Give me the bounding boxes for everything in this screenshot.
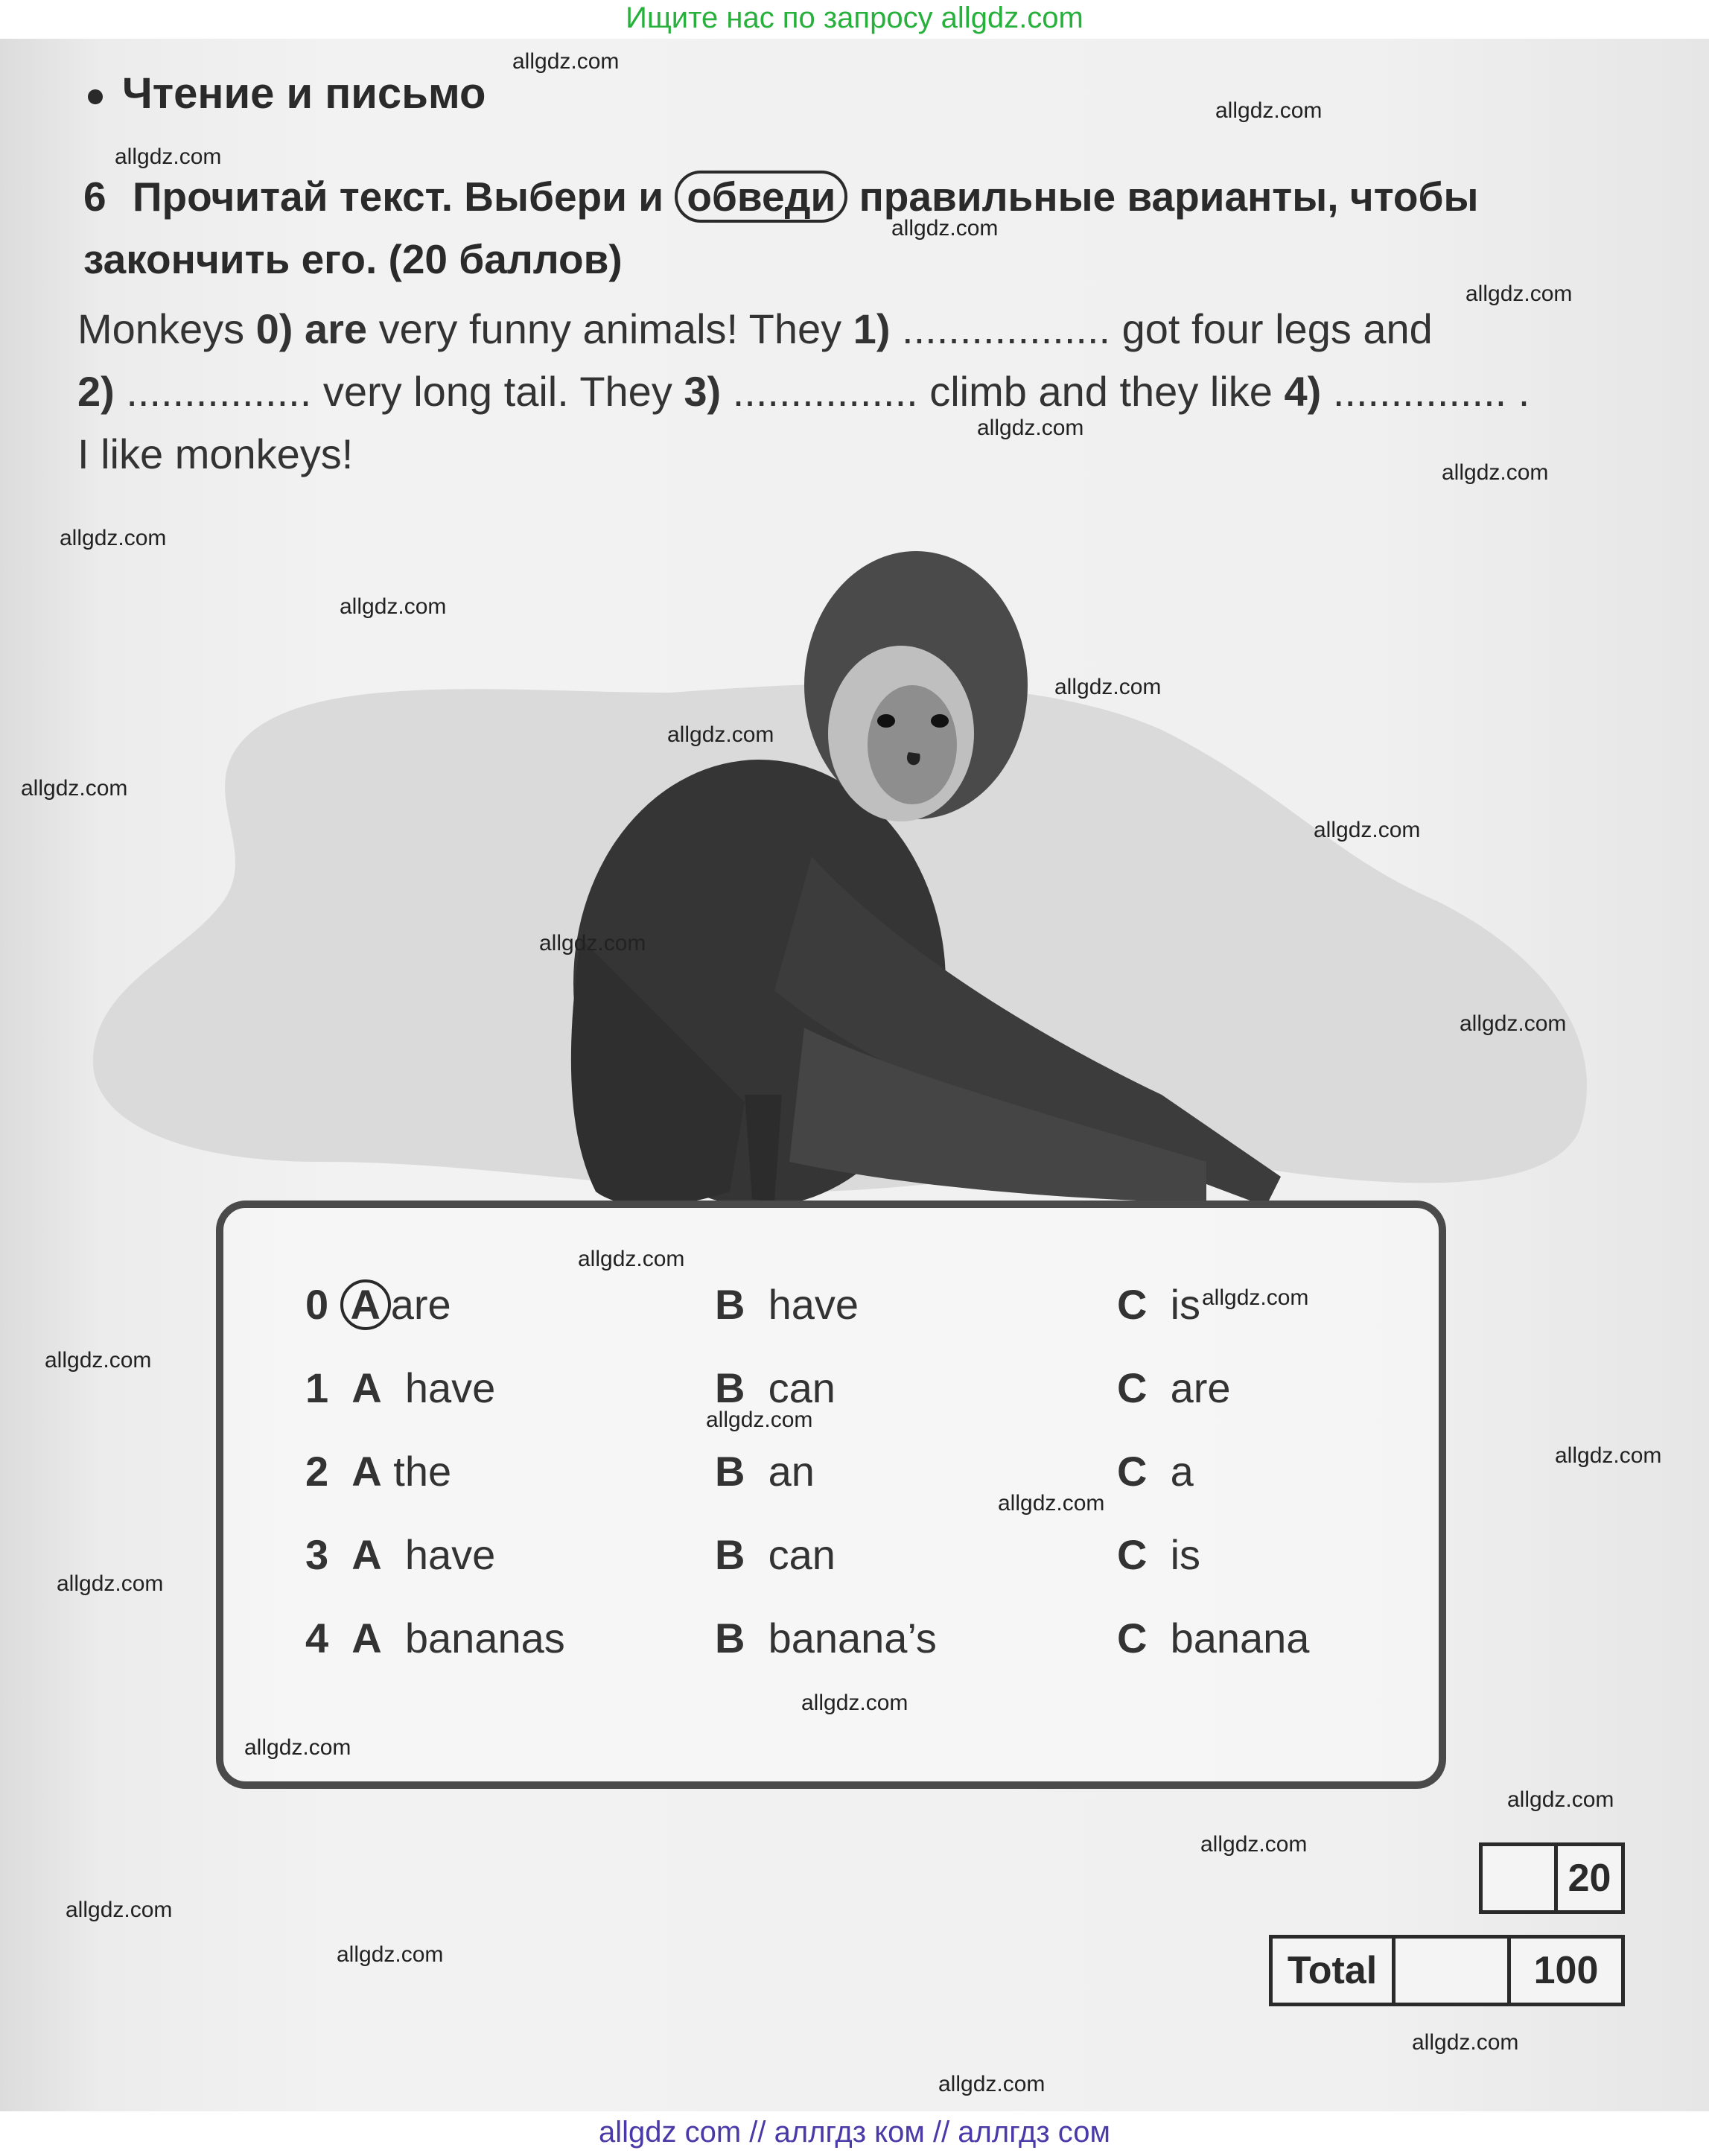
watermark: allgdz.com [1442,460,1549,485]
reading-example-answer: 0) are [255,305,368,352]
watermark: allgdz.com [57,1571,164,1596]
question-number: 1 [305,1364,329,1411]
option-c-key: C [1117,1364,1148,1411]
watermark: allgdz.com [1202,1285,1309,1310]
option-a-text[interactable]: have [404,1364,496,1411]
reading-fragment: very funny animals! They [367,305,853,352]
option-c-text[interactable]: banana [1170,1615,1310,1661]
watermark: allgdz.com [1465,282,1573,306]
watermark: allgdz.com [938,2072,1046,2096]
total-input-cell[interactable] [1395,1939,1511,2003]
watermark: allgdz.com [977,416,1084,440]
option-c-key: C [1117,1615,1148,1661]
circled-option-a[interactable]: A [340,1279,391,1330]
watermark: allgdz.com [512,49,620,74]
reading-fragment: Monkeys [77,305,256,352]
watermark: allgdz.com [667,722,774,747]
task-number: 6 [83,174,106,220]
gap-4-blank[interactable]: ............... . [1321,368,1530,415]
gap-1-number: 1) [853,305,891,352]
option-b-text[interactable]: can [768,1531,836,1578]
option-b-key: B [715,1615,745,1661]
option-a-key: A [351,1364,382,1411]
option-b-key: B [715,1364,745,1411]
reading-line-1 [77,298,1656,360]
watermark: allgdz.com [340,594,447,619]
option-b-text[interactable]: have [768,1281,859,1328]
watermark: allgdz.com [1314,818,1421,842]
question-number: 4 [305,1615,329,1661]
gap-2-number: 2) [77,368,115,415]
watermark: allgdz.com [1555,1443,1662,1468]
watermark: allgdz.com [1507,1787,1614,1812]
option-a-text[interactable]: are [390,1281,451,1328]
top-banner[interactable]: Ищите нас по запросу allgdz.com [626,1,1083,34]
watermark: allgdz.com [115,144,222,169]
watermark: allgdz.com [891,216,999,241]
watermark: allgdz.com [706,1408,813,1432]
total-max: 100 [1533,1949,1599,1992]
option-b-key: B [715,1448,745,1495]
option-b-text[interactable]: an [768,1448,815,1495]
watermark: allgdz.com [337,1942,444,1967]
bullet-icon [88,89,103,104]
option-a-key: A [351,1615,382,1661]
watermark: allgdz.com [45,1348,152,1373]
reading-line-3: I like monkeys! [77,430,354,477]
section-heading [88,69,486,118]
option-c-key: C [1117,1531,1148,1578]
option-c-text[interactable]: is [1170,1281,1201,1328]
gap-3-number: 3) [684,368,722,415]
task-instruction [83,165,1603,290]
reading-line-2 [77,360,1656,423]
reading-text [77,298,1656,486]
task-text-after: правильные варианты, чтобы закончить его. (20 баллов) [83,174,1479,282]
watermark: allgdz.com [801,1691,908,1715]
question-number: 3 [305,1531,329,1578]
watermark: allgdz.com [1215,98,1323,123]
option-a-key: A [351,1448,382,1495]
option-b-text[interactable]: can [768,1364,836,1411]
watermark: allgdz.com [578,1247,685,1271]
task-circled-word: обведи [675,171,847,223]
watermark: allgdz.com [244,1735,351,1760]
question-number: 2 [305,1448,329,1495]
watermark: allgdz.com [1412,2030,1519,2055]
option-c-text[interactable]: is [1170,1531,1201,1578]
option-a-text[interactable]: the [393,1448,452,1495]
task-score-box [1479,1842,1625,1914]
option-c-key: C [1117,1281,1148,1328]
total-score-box [1269,1935,1625,2006]
option-a-text[interactable]: bananas [404,1615,565,1661]
option-c-key: C [1117,1448,1148,1495]
option-c-text[interactable]: a [1170,1448,1194,1495]
total-label: Total [1273,1939,1395,2003]
gap-3-blank[interactable]: ................ climb and they like [721,368,1285,415]
watermark: allgdz.com [539,931,646,955]
option-c-text[interactable]: are [1170,1364,1231,1411]
watermark: allgdz.com [1460,1011,1567,1036]
question-number: 0 [305,1281,329,1328]
section-title: Чтение и письмо [122,69,486,118]
gap-1-blank[interactable]: .................. got four legs and [890,305,1433,352]
task-text-before: Прочитай текст. Выбери и [133,174,664,220]
watermark: allgdz.com [60,526,167,550]
score-max: 20 [1568,1857,1611,1900]
watermark: allgdz.com [66,1898,173,1922]
option-a-text[interactable]: have [404,1531,496,1578]
option-b-key: B [715,1531,745,1578]
bottom-banner[interactable]: allgdz com // аллгдз ком // аллгдз сом [0,2111,1709,2156]
watermark: allgdz.com [998,1491,1105,1516]
watermark: allgdz.com [21,776,128,801]
score-input-cell[interactable] [1483,1846,1558,1910]
option-b-text[interactable]: banana’s [768,1615,937,1661]
option-b-key: B [715,1281,745,1328]
option-a-key: A [351,1531,382,1578]
gap-4-number: 4) [1284,368,1322,415]
watermark: allgdz.com [1054,675,1162,699]
gap-2-blank[interactable]: ................ very long tail. They [114,368,684,415]
watermark: allgdz.com [1200,1832,1308,1857]
